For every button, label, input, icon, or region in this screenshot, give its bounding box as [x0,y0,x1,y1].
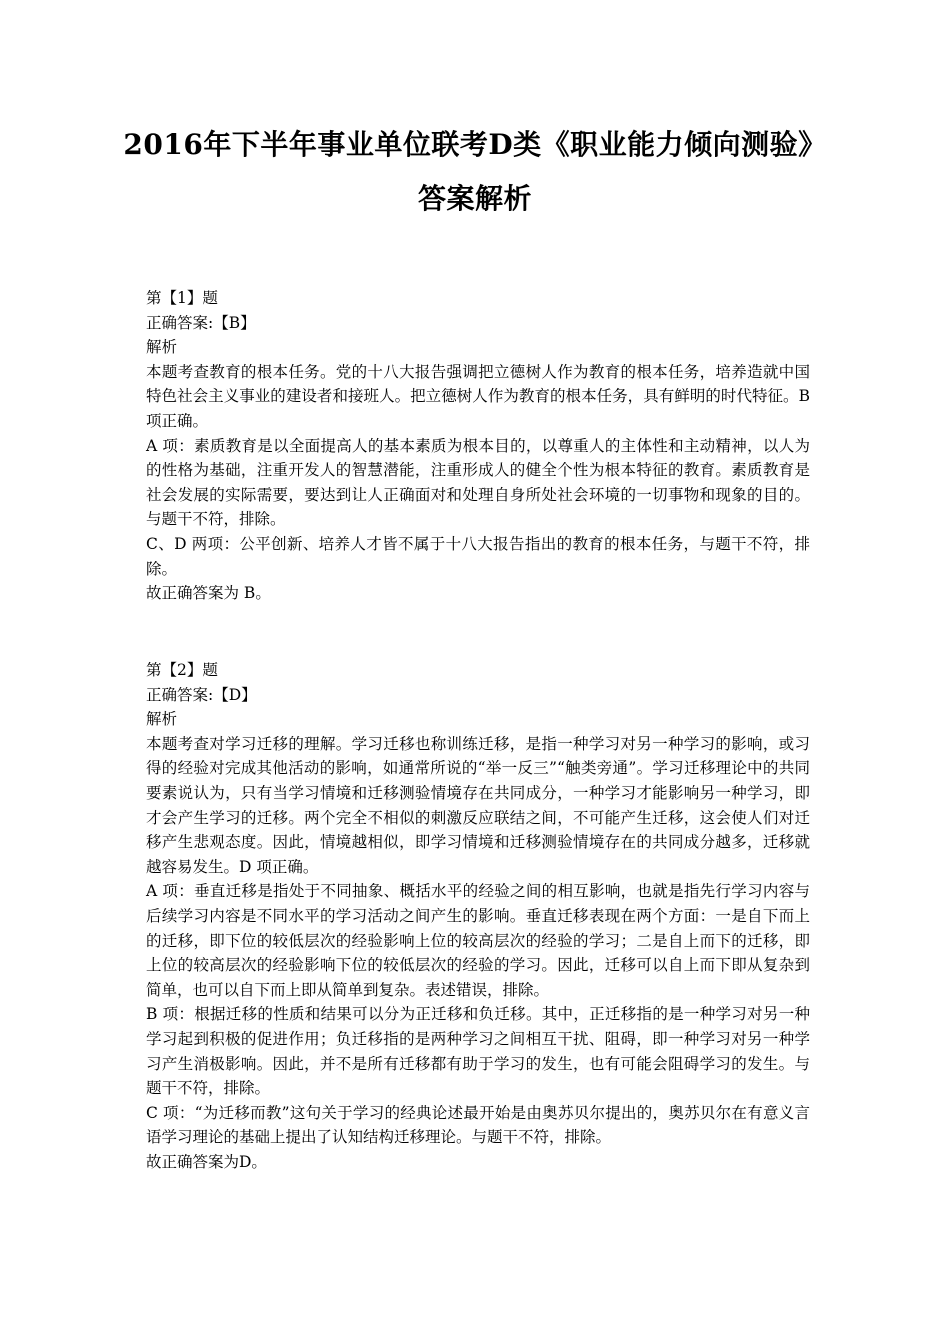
analysis-heading: 解析 [146,338,178,357]
analysis-heading: 解析 [146,710,178,729]
question-number: 第【2】题 [146,661,218,679]
page-title [95,118,855,226]
option-a-explanation: A 项：素质教育是以全面提高人的基本素质为根本目的，以尊重人的主体性和主动精神，以人为的性格为基础，注重开发人的智慧潜能，注重形成人的健全个性为根本特征的教育。素质教育是社会发展的实际需要，要达到让人正确面对和处理自身所处社会环境的一切事物和现象的目的。与题干不符，排除。 [146,436,810,529]
analysis-paragraph: 本题考查对学习迁移的理解。学习迁移也称训练迁移，是指一种学习对另一种学习的影响，或习得的经验对完成其他活动的影响，如通常所说的“举一反三”“触类旁通”。学习迁移理论中的共同要素说认为，只有当学习情境和迁移测验情境存在共同成分，一种学习才能影响另一种学习，即才会产生学习的迁移。两个完全不相似的刺激反应联结之间，不可能产生迁移，这会使人们对迁移产生悲观态度。因此，情境越相似，即学习情境和迁移测验情境存在的共同成分越多，迁移就越容易发生。D 项正确。 [146,734,810,876]
final-answer: 故正确答案为D。 [146,1152,267,1171]
option-a-explanation: A 项：垂直迁移是指处于不同抽象、概括水平的经验之间的相互影响，也就是指先行学习内容与后续学习内容是不同水平的学习活动之间产生的影响。垂直迁移表现在两个方面：一是自下而上的迁移，即下位的较低层次的经验影响上位的较高层次的经验的学习；二是自上而下的迁移，即上位的较高层次的经验影响下位的较低层次的经验的学习。因此，迁移可以自上而下即从复杂到简单，也可以自下而上即从简单到复杂。表述错误，排除。 [146,882,810,999]
option-cd-explanation: C、D 两项：公平创新、培养人才皆不属于十八大报告指出的教育的根本任务，与题干不符，排除。 [146,534,810,578]
analysis-paragraph: 本题考查教育的根本任务。党的十八大报告强调把立德树人作为教育的根本任务，培养造就中国特色社会主义事业的建设者和接班人。把立德树人作为教育的根本任务，具有鲜明的时代特征。B 项正确。 [146,362,810,430]
option-b-explanation: B 项：根据迁移的性质和结果可以分为正迁移和负迁移。其中，正迁移指的是一种学习对另一种学习起到积极的促进作用；负迁移指的是两种学习之间相互干扰、阻碍，即一种学习对另一种学习产生消极影响。因此，并不是所有迁移都有助于学习的发生，也有可能会阻碍学习的发生。与题干不符，排除。 [146,1005,810,1098]
title-line-2: 答案解析 [417,182,532,215]
option-c-explanation: C 项：“为迁移而教”这句关于学习的经典论述最开始是由奥苏贝尔提出的，奥苏贝尔在有意义言语学习理论的基础上提出了认知结构迁移理论。与题干不符，排除。 [146,1103,810,1147]
question-2 [146,658,810,1174]
question-1 [146,286,810,606]
final-answer: 故正确答案为 B。 [146,584,271,603]
correct-answer: 正确答案:【B】 [146,313,256,332]
title-line-1: 2016年下半年事业单位联考D类《职业能力倾向测验》 [123,128,827,161]
correct-answer: 正确答案:【D】 [146,685,257,704]
question-number: 第【1】题 [146,289,218,307]
